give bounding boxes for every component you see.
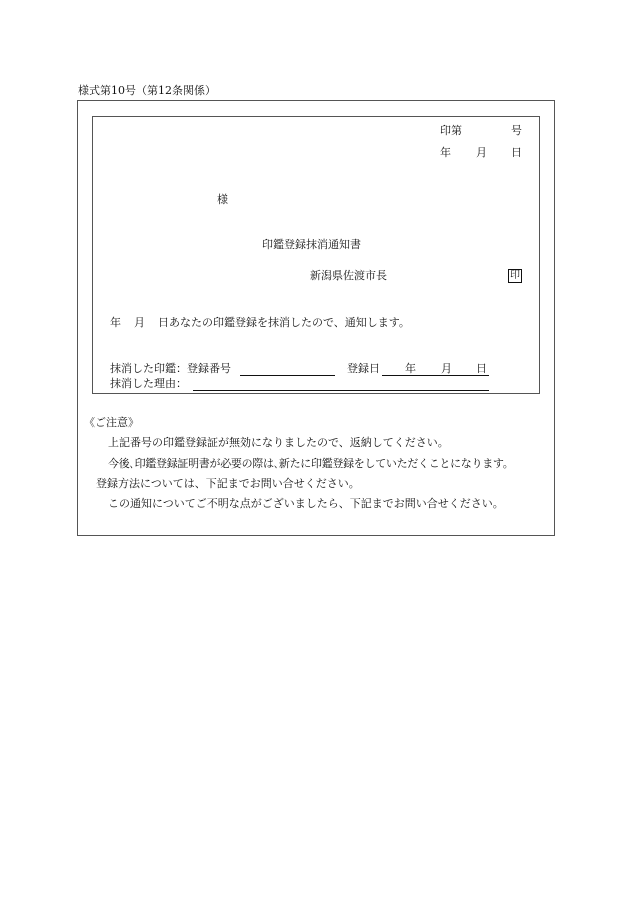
note-item: 今後､印鑑登録証明書が必要の際は､新たに印鑑登録をしていただくことになります。 [108, 457, 514, 470]
notes-heading: 《ご注意》 [84, 416, 139, 429]
form-number: 様式第10号（第12条関係） [78, 84, 216, 97]
doc-number-prefix: 印第 [440, 124, 462, 137]
date-month: 月 [476, 146, 487, 159]
registration-number-line [240, 375, 335, 376]
erased-seal-label: 抹消した印鑑：登録番号 [110, 362, 231, 375]
doc-number-suffix: 号 [511, 124, 522, 137]
note-item: この通知についてご不明な点がございましたら、下記までお問い合せください。 [108, 497, 504, 510]
issuer-name: 新潟県佐渡市長 [310, 269, 387, 282]
reg-date-month: 月 [441, 362, 452, 375]
registration-date-label: 登録日 [347, 362, 380, 375]
body-text: 日あなたの印鑑登録を抹消したので、通知します。 [158, 316, 410, 329]
registration-date-line [382, 375, 489, 376]
body-year: 年 [110, 316, 121, 329]
date-day: 日 [511, 146, 522, 159]
official-seal-mark: 印 [510, 270, 520, 281]
note-item: 上記番号の印鑑登録証が無効になりましたので、返納してください。 [108, 436, 449, 449]
erase-reason-line [193, 390, 489, 391]
addressee-suffix: 様 [217, 193, 228, 206]
reg-date-year: 年 [405, 362, 416, 375]
erase-reason-label: 抹消した理由： [110, 377, 187, 390]
note-item: 登録方法については、下記までお問い合せください。 [96, 477, 360, 490]
date-year: 年 [440, 146, 451, 159]
document-title: 印鑑登録抹消通知書 [262, 238, 361, 251]
body-month: 月 [134, 316, 145, 329]
notice-inner-frame [92, 116, 540, 394]
reg-date-day: 日 [476, 362, 487, 375]
